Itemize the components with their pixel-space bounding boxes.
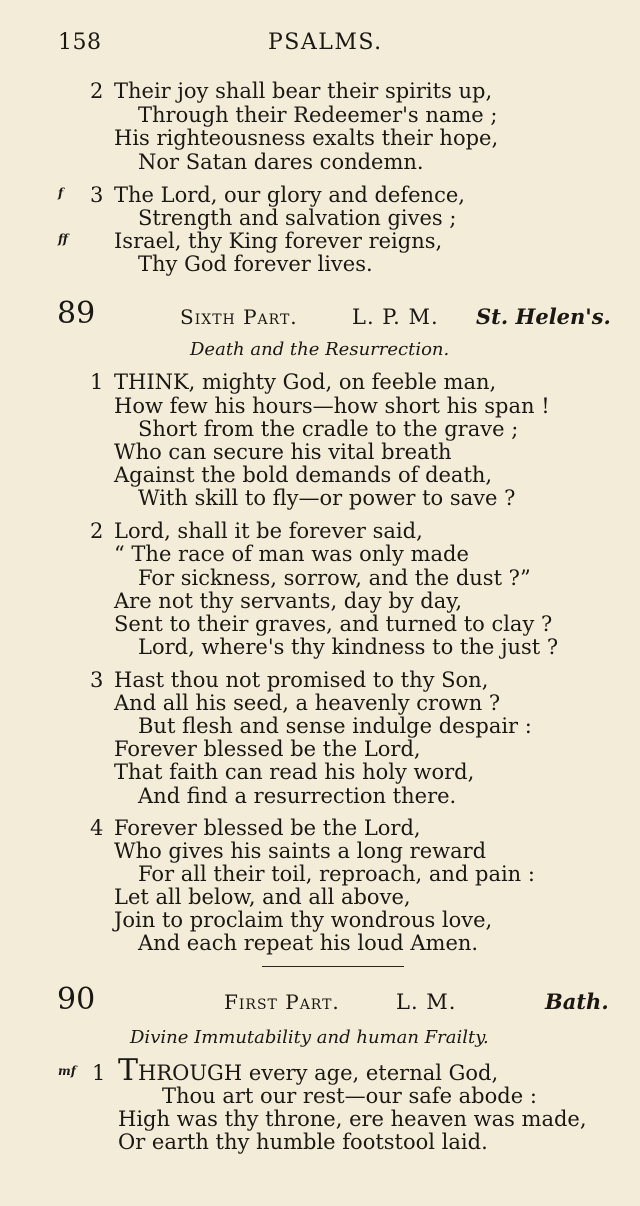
verse-line: And find a resurrection there. — [138, 784, 457, 808]
tune-name: St. Helen's. — [476, 304, 611, 329]
verse-line: But flesh and sense indulge despair : — [138, 714, 532, 738]
stanza-number: 2 — [90, 79, 104, 103]
hymn-number: 90 — [57, 982, 96, 1017]
verse-line: Who gives his saints a long reward — [114, 839, 487, 863]
verse-line: Are not thy servants, day by day, — [114, 589, 463, 613]
section-divider — [262, 966, 404, 967]
verse-line: High was thy throne, ere heaven was made, — [118, 1107, 587, 1131]
verse-line: And all his seed, a heavenly crown ? — [114, 691, 501, 715]
verse-line: Israel, thy King forever reigns, — [114, 229, 443, 253]
hymn-meter: L. M. — [396, 990, 457, 1014]
verse-line: The Lord, our glory and defence, — [114, 183, 465, 207]
verse-line: With skill to fly—or power to save ? — [138, 486, 516, 510]
verse-line: Short from the cradle to the grave ; — [138, 417, 519, 441]
dynamic-marking: f — [58, 186, 64, 200]
verse-line: How few his hours—how short his span ! — [114, 394, 550, 418]
verse-line: Let all below, and all above, — [114, 885, 411, 909]
stanza-number: 3 — [90, 668, 104, 692]
verse-line: Against the bold demands of death, — [114, 463, 493, 487]
verse-line: Nor Satan dares condemn. — [138, 150, 424, 174]
page-number: 158 — [58, 30, 102, 55]
stanza-number: 1 — [90, 370, 104, 394]
verse-line: Forever blessed be the Lord, — [114, 816, 421, 840]
stanza-number: 1 — [92, 1061, 106, 1085]
verse-line: Or earth thy humble footstool laid. — [118, 1130, 488, 1154]
stanza-number: 4 — [90, 816, 104, 840]
verse-line: THINK, mighty God, on feeble man, — [114, 370, 497, 394]
verse-line: For all their toil, reproach, and pain : — [138, 862, 535, 886]
verse-line: For sickness, sorrow, and the dust ?” — [138, 566, 531, 590]
hymn-subject: Death and the Resurrection. — [190, 339, 450, 360]
verse-line: Thou art our rest—our safe abode : — [162, 1084, 537, 1108]
verse-line: Strength and salvation gives ; — [138, 206, 457, 230]
hymn-part: Sixth Part. — [180, 305, 298, 329]
verse-line: Who can secure his vital breath — [114, 440, 452, 464]
hymn-subject: Divine Immutability and human Frailty. — [130, 1027, 489, 1048]
verse-line: “ The race of man was only made — [114, 542, 469, 566]
verse-line — [118, 1053, 499, 1088]
running-title: PSALMS. — [268, 30, 383, 55]
hymn-number: 89 — [57, 296, 96, 331]
hymn-part: First Part. — [224, 990, 340, 1014]
verse-line: Join to proclaim thy wondrous love, — [114, 908, 493, 932]
verse-line: Thy God forever lives. — [138, 252, 373, 276]
verse-line: That faith can read his holy word, — [114, 760, 475, 784]
hymn-meter: L. P. M. — [352, 305, 439, 329]
tune-name: Bath. — [545, 989, 609, 1014]
verse-line: Forever blessed be the Lord, — [114, 737, 421, 761]
verse-line: Their joy shall bear their spirits up, — [114, 79, 493, 103]
verse-line: Lord, where's thy kindness to the just ? — [138, 635, 559, 659]
verse-line: Through their Redeemer's name ; — [138, 103, 498, 127]
verse-line: His righteousness exalts their hope, — [114, 126, 499, 150]
verse-line: Hast thou not promised to thy Son, — [114, 668, 489, 692]
stanza-number: 2 — [90, 519, 104, 543]
stanza-number: 3 — [90, 183, 104, 207]
verse-line: Sent to their graves, and turned to clay ? — [114, 612, 553, 636]
dynamic-marking: ff — [58, 232, 68, 246]
drop-cap: T — [118, 1053, 139, 1088]
verse-line: And each repeat his loud Amen. — [138, 931, 479, 955]
dynamic-marking: mf — [58, 1064, 76, 1078]
verse-line-rest: HROUGH every age, eternal God, — [138, 1061, 499, 1085]
verse-line: Lord, shall it be forever said, — [114, 519, 423, 543]
